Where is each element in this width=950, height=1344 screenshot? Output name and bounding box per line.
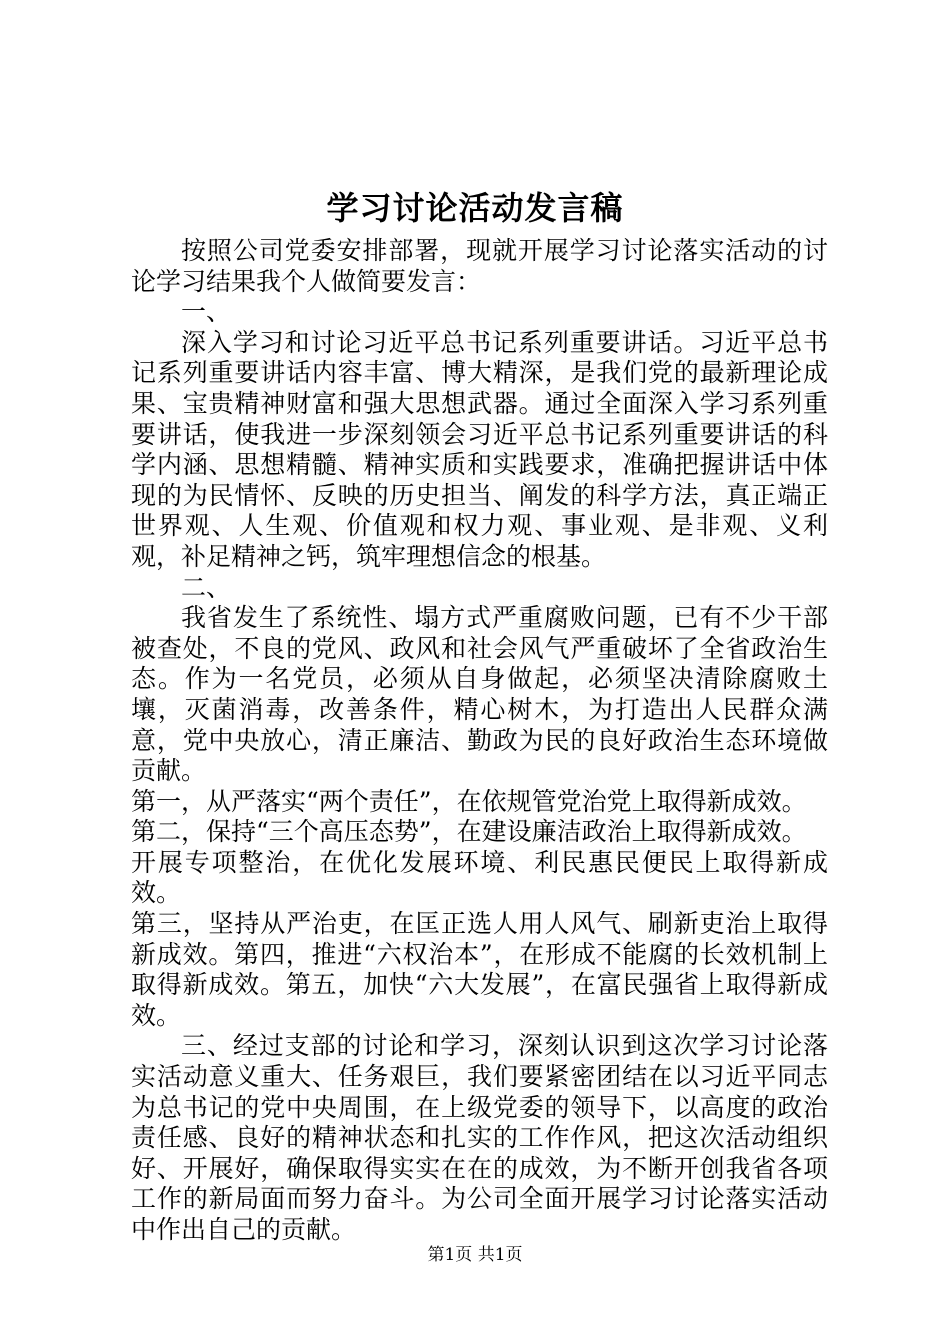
paragraph-section-one: 深入学习和讨论习近平总书记系列重要讲话。习近平总书记系列重要讲话内容丰富、博大精深，是我们党的最新理论成果、宝贵精神财富和强大思想武器。通过全面深入学习系列重要讲话，使我进一步深刻领会习近平总书记系列重要讲话的科学内涵、思想精髓、精神实质和实践要求，准确把握讲话中体现的为民情怀、反映的历史担当、阐发的科学方法，真正端正世界观、人生观、价值观和权力观、事业观、是非观、义利观，补足精神之钙，筑牢理想信念的根基。 xyxy=(131,327,828,571)
paragraph-intro: 按照公司党委安排部署，现就开展学习讨论落实活动的讨论学习结果我个人做简要发言： xyxy=(131,236,828,296)
paragraph-point-two: 第二，保持“三个高压态势”，在建设廉洁政治上取得新成效。 xyxy=(131,817,807,847)
page-number-footer: 第1页 共1页 xyxy=(427,1245,523,1265)
paragraph-section-two: 我省发生了系统性、塌方式严重腐败问题，已有不少干部被查处，不良的党风、政风和社会风气严重破坏了全省政治生态。作为一名党员，必须从自身做起，必须坚决清除腐败土壤，灭菌消毒，改善条件，精心树木，为打造出人民群众满意，党中央放心，清正廉洁、勤政为民的良好政治生态环境做贡献。 xyxy=(131,603,828,786)
paragraph-special-rectification: 开展专项整治，在优化发展环境、利民惠民便民上取得新成效。 xyxy=(131,847,828,908)
document-title: 学习讨论活动发言稿 xyxy=(326,189,624,227)
document-body xyxy=(131,236,828,1246)
paragraph-point-one: 第一，从严落实“两个责任”，在依规管党治党上取得新成效。 xyxy=(131,786,807,816)
paragraph-section-three: 三、经过支部的讨论和学习，深刻认识到这次学习讨论落实活动意义重大、任务艰巨，我们要紧密团结在以习近平同志为总书记的党中央周围，在上级党委的领导下，以高度的政治责任感、良好的精神状态和扎实的工作作风，把这次活动组织好、开展好，确保取得实实在在的成效，为不断开创我省各项工作的新局面而努力奋斗。为公司全面开展学习讨论落实活动中作出自己的贡献。 xyxy=(131,1031,828,1244)
paragraph-points-three-to-five: 第三，坚持从严治吏，在匡正选人用人风气、刷新吏治上取得新成效。第四，推进“六权治本”，在形成不能腐的长效机制上取得新成效。第五，加快“六大发展”，在富民强省上取得新成效。 xyxy=(131,909,828,1030)
section-heading-one: 一、 xyxy=(181,297,232,327)
section-heading-two: 二、 xyxy=(181,572,232,602)
